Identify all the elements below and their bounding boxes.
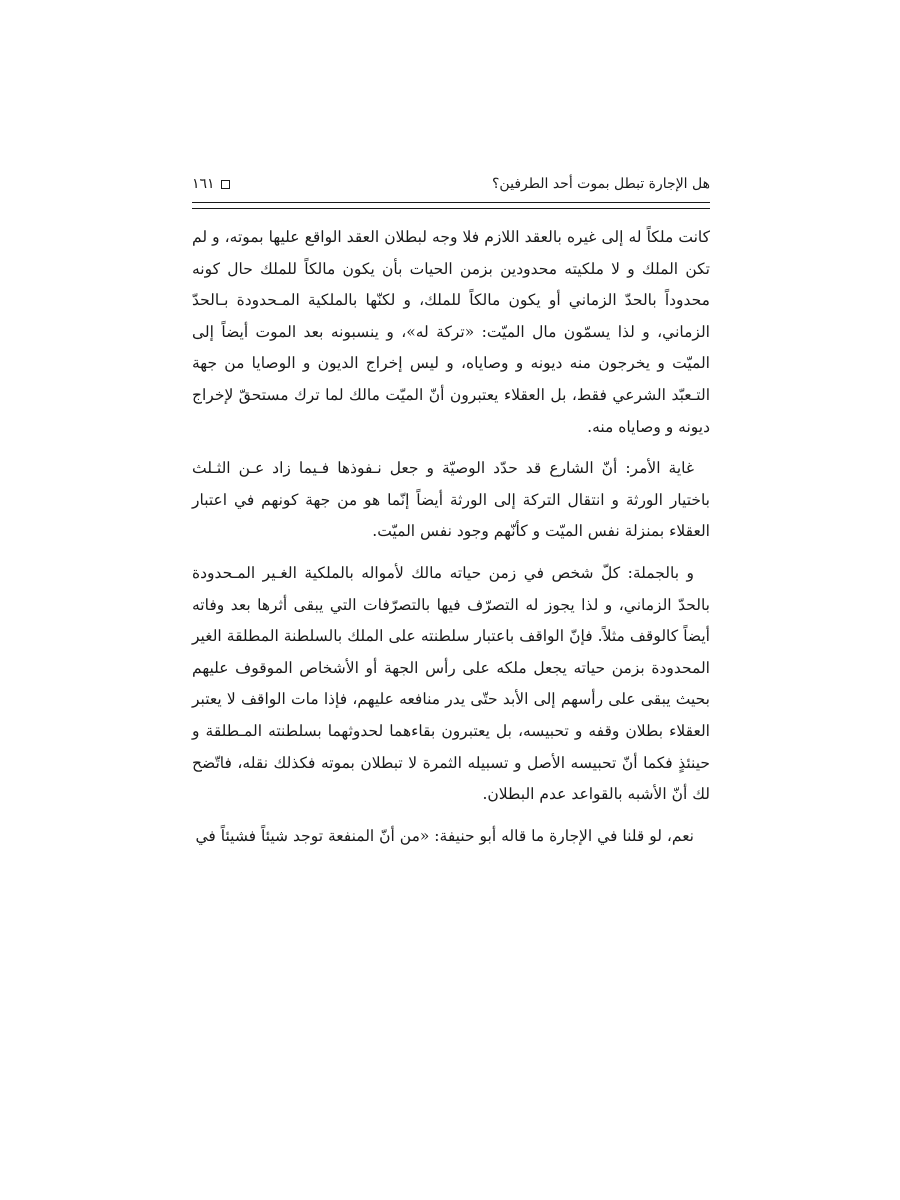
square-outline-icon bbox=[221, 180, 230, 189]
paragraph-4: نعم، لو قلنا في الإجارة ما قاله أبو حنيفة: «من أنّ المنفعة توجد شيئاً فشيئاً في bbox=[195, 826, 694, 845]
paragraph-2: غاية الأمر: أنّ الشارع قد حدّد الوصيّة و جعل نـفوذها فـيما زاد عـن الثـلث باختيار الورثة و انتقال التركة إلى الورثة أيضاً إنّما هو من جهة كونهم في اعتبار العقلاء بمنزلة نفس الميّت و كأنّهم وجود نفس الميّت. bbox=[192, 459, 710, 541]
running-title: هل الإجارة تبطل بموت أحد الطرفين؟ bbox=[492, 176, 710, 192]
paragraph-1: كانت ملكاً له إلى غيره بالعقد اللازم فلا وجه لبطلان العقد الواقع عليها بموته، و لم تكن الملك و لا ملكيته محدودين بزمن الحيات بأن يكون مالكاً للملك حال كونه محدوداً بالحدّ الزماني أو يكون مالكاً للملك، و لكنّها بالملكية المـحدودة بـالحدّ الزماني، و لذا يسمّون مال الميّت: «تركة له»، و ينسبونه بعد الموت أيضاً إلى الميّت و يخرجون منه ديونه و وصاياه، و ليس إخراج الديون و الوصايا من جهة التـعبّد الشرعي فقط، بل العقلاء يعتبرون أنّ الميّت مالك لما ترك مستحقّ لإخراج ديونه و وصاياه منه. bbox=[192, 228, 710, 436]
paragraph-3: و بالجملة: كلّ شخص في زمن حياته مالك لأمواله بالملكية الغـير المـحدودة بالحدّ الزماني، و لذا يجوز له التصرّف فيها بالتصرّفات التي يبقى أثرها بعد وفاته أيضاً كالوقف مثلاً. فإنّ الواقف باعتبار سلطنته على الملك بالسلطنة المطلقة الغير المحدودة بزمن حياته يجعل ملكه على رأس الجهة أو الأشخاص الموقوف عليهم بحيث يبقى على رأسهم إلى الأبد حتّى يدر منافعه عليهم، فإذا مات الواقف لا يعتبر العقلاء بطلان وقفه و تحبيسه، بل يعتبرون بقاءهما لحدوثهما بسلطنته المـطلقة و حينئذٍ فكما أنّ تحبيسه الأصل و تسبيله الثمرة لا تبطلان بموته فكذلك نقله، فاتّضح لك أنّ الأشبه بالقواعد عدم البطلان. bbox=[192, 563, 710, 804]
running-head bbox=[192, 172, 710, 198]
header-double-rule bbox=[192, 202, 710, 209]
body-text bbox=[192, 222, 710, 862]
page-number: ١٦١ bbox=[192, 176, 215, 192]
page-number-group bbox=[192, 174, 230, 194]
